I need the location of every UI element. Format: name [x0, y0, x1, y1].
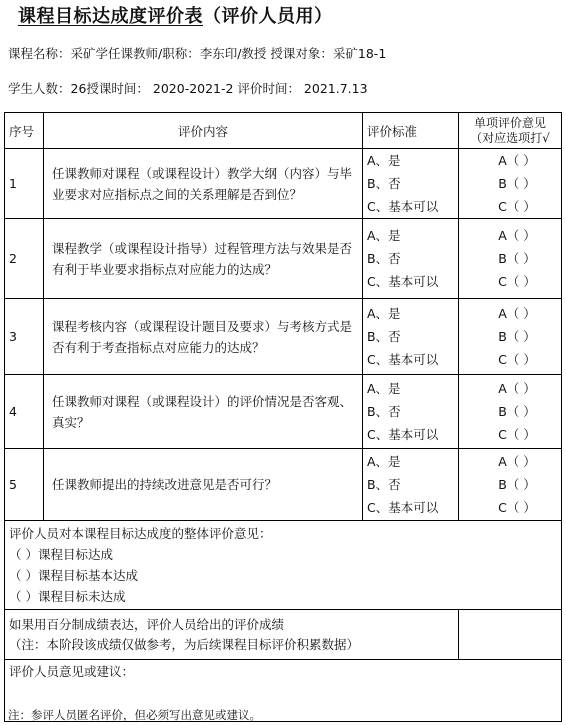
header-evaluation	[459, 113, 562, 149]
footnote: 注：参评人员匿名评价，但必须写出意见或建议。	[8, 708, 261, 722]
score-label	[5, 610, 459, 660]
choice-a[interactable]: A（ ）	[498, 153, 536, 168]
row-standard	[363, 449, 459, 521]
standard-option-a: A、是	[367, 228, 401, 243]
choice-c[interactable]: C（ ）	[498, 427, 536, 442]
header-content: 评价内容	[44, 113, 363, 149]
choice-c[interactable]: C（ ）	[498, 274, 536, 289]
student-info-line: 学生人数：26授课时间： 2020-2021-2 评价时间： 2021.7.13	[8, 81, 368, 96]
row-choice[interactable]	[459, 219, 562, 299]
score-line2: （注：本阶段该成绩仅做参考，为后续课程目标评价积累数据）	[9, 636, 360, 652]
row-choice[interactable]	[459, 375, 562, 449]
standard-option-b: B、否	[367, 251, 401, 266]
choice-a[interactable]: A（ ）	[498, 454, 536, 469]
standard-option-a: A、是	[367, 381, 401, 396]
overall-option-achieved[interactable]: （ ）课程目标达成	[9, 547, 113, 562]
row-content: 任课教师提出的持续改进意见是否可行？	[44, 449, 363, 521]
row-content: 任课教师对课程（或课程设计）的评价情况是否客观、真实？	[44, 375, 363, 449]
row-standard	[363, 219, 459, 299]
table-header-row	[5, 113, 562, 149]
standard-option-c: C、基本可以	[367, 274, 439, 289]
standard-option-b: B、否	[367, 329, 401, 344]
document-title	[18, 2, 333, 28]
standard-option-a: A、是	[367, 306, 401, 321]
standard-option-c: C、基本可以	[367, 199, 439, 214]
table-row	[5, 219, 562, 299]
standard-option-a: A、是	[367, 153, 401, 168]
row-choice[interactable]	[459, 149, 562, 219]
choice-a[interactable]: A（ ）	[498, 381, 536, 396]
standard-option-b: B、否	[367, 404, 401, 419]
score-line1: 如果用百分制成绩表达，评价人员给出的评价成绩	[9, 616, 285, 632]
row-standard	[363, 299, 459, 375]
choice-b[interactable]: B（ ）	[498, 251, 536, 266]
header-standard: 评价标准	[363, 113, 459, 149]
overall-evaluation-row	[5, 521, 562, 610]
header-eval-line2: （对应选项打√	[470, 130, 550, 145]
choice-b[interactable]: B（ ）	[498, 176, 536, 191]
header-eval-line1: 单项评价意见	[473, 115, 546, 130]
overall-option-basically-achieved[interactable]: （ ）课程目标基本达成	[9, 568, 138, 583]
row-content: 课程考核内容（或课程设计题目及要求）与考核方式是否有利于考查指标点对应能力的达成？	[44, 299, 363, 375]
row-content: 任课教师对课程（或课程设计）教学大纲（内容）与毕业要求对应指标点之间的关系理解是否到位？	[44, 149, 363, 219]
course-info-line: 课程名称：采矿学任课教师/职称：李东印/教授 授课对象：采矿18-1	[8, 46, 387, 61]
row-standard	[363, 375, 459, 449]
standard-option-c: C、基本可以	[367, 352, 439, 367]
overall-evaluation[interactable]	[5, 521, 562, 610]
row-seq: 3	[5, 299, 44, 375]
row-choice[interactable]	[459, 449, 562, 521]
score-row	[5, 610, 562, 660]
title-main: 课程目标达成度评价表	[18, 6, 203, 27]
header-seq: 序号	[5, 113, 44, 149]
choice-b[interactable]: B（ ）	[498, 477, 536, 492]
choice-b[interactable]: B（ ）	[498, 404, 536, 419]
overall-label: 评价人员对本课程目标达成度的整体评价意见：	[9, 526, 272, 541]
score-input-cell[interactable]	[459, 610, 562, 660]
table-row	[5, 449, 562, 521]
standard-option-c: C、基本可以	[367, 427, 439, 442]
choice-b[interactable]: B（ ）	[498, 329, 536, 344]
standard-option-c: C、基本可以	[367, 500, 439, 515]
table-row	[5, 375, 562, 449]
choice-c[interactable]: C（ ）	[498, 500, 536, 515]
standard-option-b: B、否	[367, 176, 401, 191]
title-sub: （评价人员用）	[203, 6, 333, 27]
table-row	[5, 149, 562, 219]
evaluation-table	[4, 112, 562, 722]
standard-option-b: B、否	[367, 477, 401, 492]
choice-a[interactable]: A（ ）	[498, 306, 536, 321]
table-row	[5, 299, 562, 375]
choice-c[interactable]: C（ ）	[498, 352, 536, 367]
overall-option-not-achieved[interactable]: （ ）课程目标未达成	[9, 589, 126, 604]
row-standard	[363, 149, 459, 219]
standard-option-a: A、是	[367, 454, 401, 469]
row-seq: 5	[5, 449, 44, 521]
choice-c[interactable]: C（ ）	[498, 199, 536, 214]
row-seq: 4	[5, 375, 44, 449]
row-content: 课程教学（或课程设计指导）过程管理方法与效果是否有利于毕业要求指标点对应能力的达成？	[44, 219, 363, 299]
choice-a[interactable]: A（ ）	[498, 228, 536, 243]
row-choice[interactable]	[459, 299, 562, 375]
row-seq: 1	[5, 149, 44, 219]
suggestion-label: 评价人员意见或建议：	[9, 664, 135, 679]
row-seq: 2	[5, 219, 44, 299]
